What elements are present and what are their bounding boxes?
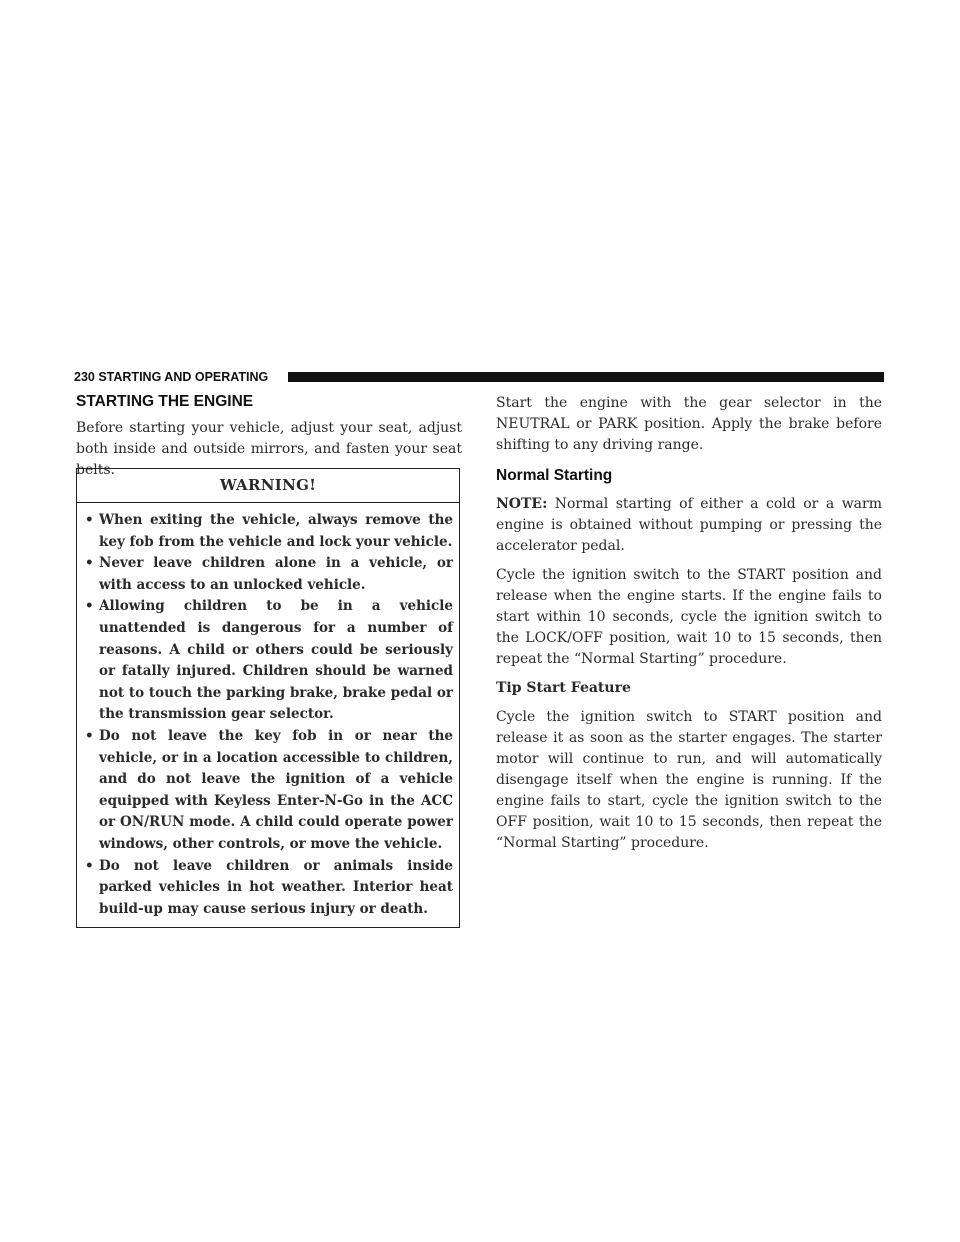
warning-item-text: When exiting the vehicle, always remove the key fob from the vehicle and lock your vehicle. [99, 512, 453, 550]
warning-item-text: Allowing children to be in a vehicle unattended is dangerous for a number of reasons. A child or others could be seriously or fatally injured. Children should be warned not to touch the parking brake, brake pedal or the transmission gear selector. [99, 598, 453, 723]
warning-list [77, 503, 459, 927]
tip-start-paragraph: Cycle the ignition switch to START position and release it as soon as the starter engages. The starter motor will continue to run, and will automatically disengage itself when the engine is running. If the engine fails to start, cycle the ignition switch to the OFF position, wait 10 to 15 seconds, then repeat the “Normal Starting” procedure. [496, 709, 882, 851]
right-column [496, 393, 882, 854]
warning-item [85, 596, 453, 726]
page-number-label: 230 STARTING AND OPERATING [74, 370, 269, 384]
note-label: NOTE: [496, 496, 548, 512]
left-column [76, 392, 462, 917]
warning-item-text: Do not leave the key fob in or near the vehicle, or in a location accessible to children, and do not leave the ignition of a vehicle equipped with Keyless Enter-N-Go in the ACC or ON/RUN mode. A child could operate power windows, other controls, or move the vehicle. [99, 727, 453, 852]
warning-item [85, 726, 453, 856]
warning-box [76, 468, 460, 928]
bullet-icon: • [85, 857, 94, 874]
header-rule [288, 372, 884, 382]
normal-starting-heading: Normal Starting [496, 467, 613, 484]
warning-item-text: Do not leave children or animals inside parked vehicles in hot weather. Interior heat build-up may cause serious injury or death. [99, 857, 453, 917]
bullet-icon: • [85, 512, 94, 528]
warning-item [85, 510, 453, 553]
tip-start-heading: Tip Start Feature [496, 680, 631, 696]
ignition-paragraph: Cycle the ignition switch to the START position and release when the engine starts. If the engine fails to start within 10 seconds, cycle the ignition switch to the LOCK/OFF position, wait 10 to 15 seconds, then repeat the “Normal Starting” procedure. [496, 567, 882, 667]
warning-item-text: Never leave children alone in a vehicle, or with access to an unlocked vehicle. [99, 555, 453, 593]
note-text: Normal starting of either a cold or a warm engine is obtained without pumping or pressing the accelerator pedal. [496, 496, 882, 554]
bullet-icon: • [85, 555, 94, 572]
intro-paragraph: Before starting your vehicle, adjust your seat, adjust both inside and outside mirrors, and fasten your seat belts. [76, 420, 462, 478]
note-paragraph [496, 494, 882, 557]
warning-item [85, 856, 453, 921]
gear-selector-paragraph: Start the engine with the gear selector in the NEUTRAL or PARK position. Apply the brake before shifting to any driving range. [496, 395, 882, 453]
page-header [74, 370, 884, 384]
warning-item [85, 553, 453, 596]
section-title: STARTING THE ENGINE [76, 393, 254, 410]
bullet-icon: • [85, 598, 94, 615]
bullet-icon: • [85, 727, 94, 744]
warning-title: WARNING! [77, 469, 459, 503]
